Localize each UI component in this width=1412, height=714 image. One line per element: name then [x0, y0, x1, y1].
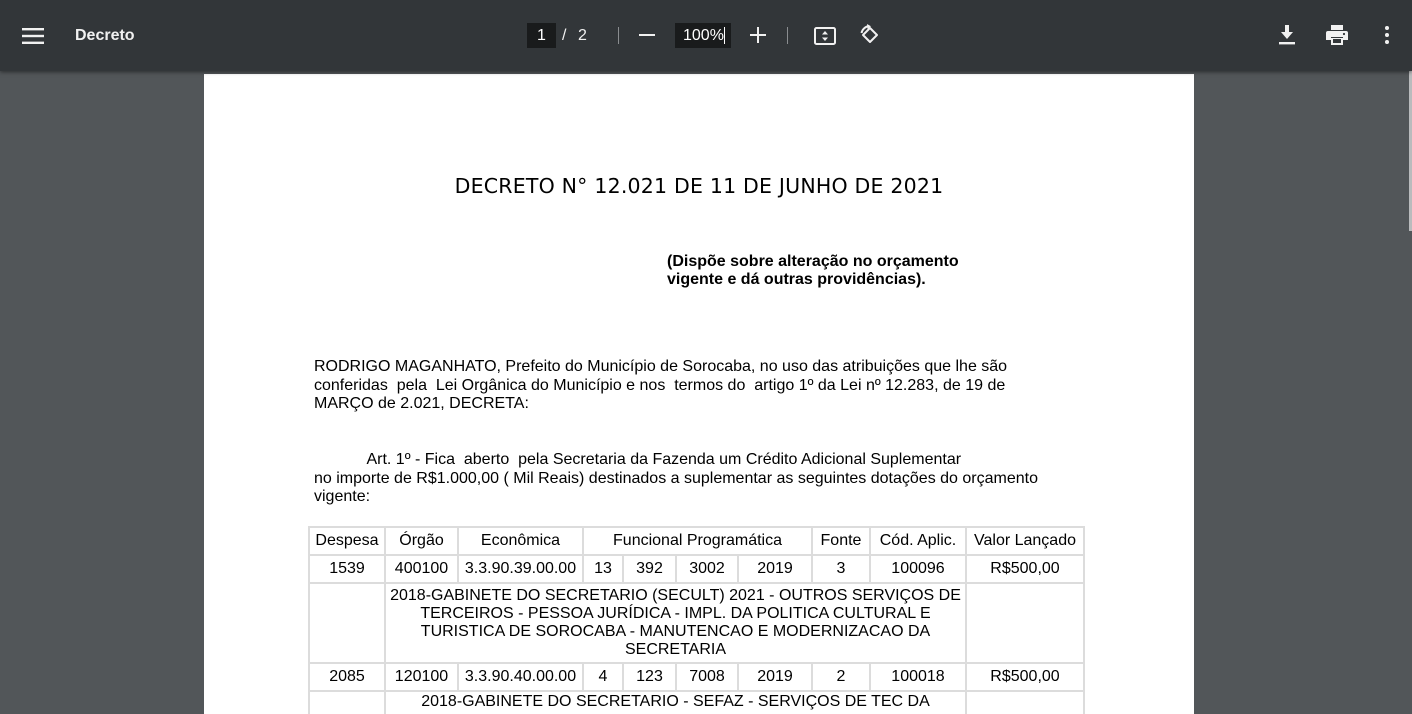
download-button[interactable] [1271, 19, 1303, 51]
article-1-paragraph: Art. 1º - Fica aberto pela Secretaria da Fazenda um Crédito Adicional Suplementar no importe de R$1.000,00 ( Mil Reais) destinados a suplementar as seguintes dotações do orçamento vigente: [314, 451, 1038, 505]
decree-title: DECRETO N° 12.021 DE 11 DE JUNHO DE 2021 [454, 174, 944, 198]
table-description-row [309, 691, 1084, 714]
table-description-row [309, 583, 1084, 663]
cell-description: 2018-GABINETE DO SECRETARIO (SECULT) 2021 - OUTROS SERVIÇOS DE TERCEIROS - PESSOA JURÍDICA - IMPL. DA POLITICA CULTURAL E TURISTICA DE SOROCABA - MANUTENCAO E MODERNIZACAO DA SECRETARIA [385, 583, 966, 663]
page-separator: / [562, 27, 567, 44]
cell-empty [966, 583, 1084, 663]
cell-orgao: 400100 [385, 555, 458, 583]
zoom-value: 100% [683, 27, 724, 44]
cell-subfuncao: 392 [623, 555, 676, 583]
toolbar-divider [618, 27, 619, 44]
more-options-button[interactable] [1373, 19, 1401, 51]
total-pages: 2 [578, 27, 587, 44]
cell-funcao: 13 [583, 555, 623, 583]
table-row [309, 555, 1084, 583]
cell-programa: 7008 [676, 663, 738, 691]
cell-despesa: 2085 [309, 663, 385, 691]
fit-page-icon [814, 27, 836, 45]
cell-description: 2018-GABINETE DO SECRETARIO - SEFAZ - SERVIÇOS DE TEC DA [385, 691, 966, 714]
preamble-paragraph: RODRIGO MAGANHATO, Prefeito do Município de Sorocaba, no uso das atribuições que lhe são conferidas pela Lei Orgânica do Município e nos termos do artigo 1º da Lei nº 12.283, de 19 de MARÇO de 2.021, DECRETA: [314, 358, 1008, 412]
table-row [309, 663, 1084, 691]
budget-table [308, 526, 1085, 714]
cell-acao: 2019 [738, 555, 812, 583]
header-funcional: Funcional Programática [583, 527, 812, 555]
fit-page-button[interactable] [809, 20, 841, 52]
header-economica: Econômica [458, 527, 583, 555]
print-icon [1326, 25, 1348, 45]
cell-valor: R$500,00 [966, 555, 1084, 583]
header-orgao: Órgão [385, 527, 458, 555]
cell-cod-aplic: 100018 [870, 663, 966, 691]
cell-subfuncao: 123 [623, 663, 676, 691]
download-icon [1279, 25, 1295, 45]
cell-despesa: 1539 [309, 555, 385, 583]
cell-empty [309, 583, 385, 663]
cell-empty [309, 691, 385, 714]
cell-funcao: 4 [583, 663, 623, 691]
more-vert-icon [1385, 26, 1389, 44]
hamburger-menu-icon [22, 27, 44, 45]
toolbar-divider [787, 27, 788, 44]
rotate-button[interactable] [854, 19, 886, 51]
pdf-toolbar [0, 0, 1412, 71]
page-number-input[interactable]: 1 [527, 23, 556, 48]
document-title: Decreto [75, 27, 135, 44]
print-button[interactable] [1321, 19, 1353, 51]
cell-orgao: 120100 [385, 663, 458, 691]
menu-button[interactable] [14, 17, 52, 55]
zoom-out-button[interactable] [632, 20, 662, 50]
header-despesa: Despesa [309, 527, 385, 555]
cell-fonte: 2 [812, 663, 870, 691]
cell-economica: 3.3.90.40.00.00 [458, 663, 583, 691]
zoom-out-icon [639, 27, 655, 43]
zoom-in-button[interactable] [743, 20, 773, 50]
decree-subject: (Dispõe sobre alteração no orçamento vigente e dá outras providências). [667, 253, 959, 288]
pdf-page [204, 74, 1194, 714]
cell-economica: 3.3.90.39.00.00 [458, 555, 583, 583]
zoom-in-icon [750, 27, 766, 43]
rotate-icon [859, 24, 881, 46]
table-header-row [309, 527, 1084, 555]
cell-cod-aplic: 100096 [870, 555, 966, 583]
text-caret [724, 27, 725, 44]
cell-valor: R$500,00 [966, 663, 1084, 691]
zoom-input[interactable] [675, 23, 731, 48]
cell-fonte: 3 [812, 555, 870, 583]
header-valor: Valor Lançado [966, 527, 1084, 555]
cell-empty [966, 691, 1084, 714]
cell-programa: 3002 [676, 555, 738, 583]
header-cod-aplic: Cód. Aplic. [870, 527, 966, 555]
cell-acao: 2019 [738, 663, 812, 691]
header-fonte: Fonte [812, 527, 870, 555]
